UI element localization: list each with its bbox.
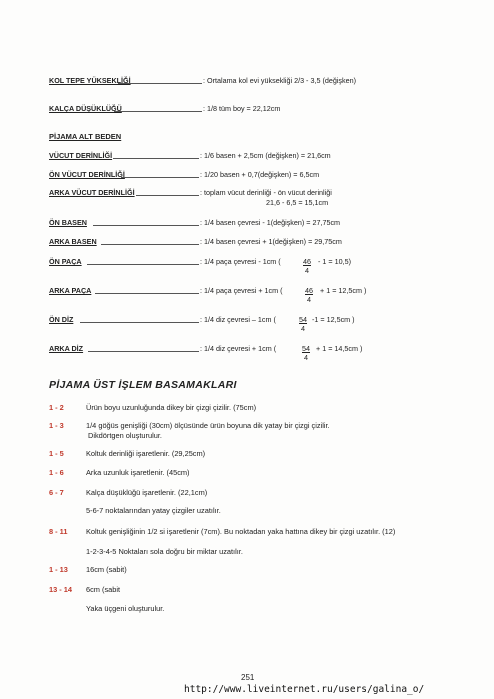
step-number: 1 - 6 [49,468,64,477]
fraction [299,344,313,362]
underline-rule [95,293,199,294]
measurement-label: ARKA PAÇA [49,286,92,295]
measurement-value-continued: 21,6 - 6,5 = 15,1cm [266,198,329,207]
step-text: 6cm (sabit [86,585,121,594]
measurement-value: : 1/6 basen + 2,5cm (değişken) = 21,6cm [200,151,331,160]
measurement-label: VÜCUT DERİNLİĞİ [49,151,113,160]
underline-rule [121,177,199,178]
fraction-denominator: 4 [305,266,309,275]
measurement-label: ARKA VÜCUT DERİNLİĞİ [49,188,135,197]
step-number: 1 - 5 [49,449,64,458]
step-text: 1/4 göğüs genişliği (30cm) ölçüsünde ürün boyuna dik yatay bir çizgi çizilir. [86,421,330,430]
step-number: 6 - 7 [49,488,64,497]
steps-title: PİJAMA ÜST İŞLEM BASAMAKLARI [49,379,237,391]
underline-rule [118,83,202,84]
fraction [300,257,314,275]
underline-rule [93,225,199,226]
fraction-numerator: 46 [303,257,311,266]
step-text: Arka uzunluk işaretlenir. (45cm) [86,468,190,477]
underline-rule [87,264,199,265]
measurement-value: : 1/20 basen + 0,7(değişken) = 6,5cm [200,170,320,179]
underline-rule [113,158,199,159]
step-number: 13 - 14 [49,585,73,594]
measurement-label: ARKA BASEN [49,237,97,246]
fraction-denominator: 4 [304,353,308,362]
step-text: Yaka üçgeni oluşturulur. [86,604,165,613]
step-text: 1-2-3-4-5 Noktaları sola doğru bir miktar uzatılır. [86,547,243,556]
measurement-label: ÖN VÜCUT DERİNLİĞİ [49,170,125,179]
watermark-url[interactable]: http://www.liveinternet.ru/users/galina_o/ [184,684,425,695]
step-text: Koltuk derinliği işaretlenir. (29,25cm) [86,449,206,458]
measurement-value: : 1/4 basen çevresi + 1(değişken) = 29,75cm [200,237,342,246]
step-text: Koltuk genişliğinin 1/2 si işaretlenir (7cm). Bu noktadan yaka hattına dikey bir çizgi uzatılır. (12) [86,527,396,536]
measurement-result: + 1 = 14,5cm ) [316,344,363,353]
step-text: Ürün boyu uzunluğunda dikey bir çizgi çizilir. (75cm) [86,403,257,412]
page-number: 251 [241,673,255,682]
fraction-denominator: 4 [301,324,305,333]
underline-rule [88,351,199,352]
fraction [302,286,316,304]
measurement-result: - 1 = 10,5) [318,257,351,266]
measurement-value: : toplam vücut derinliği - ön vücut derinliği [200,188,332,197]
fraction-numerator: 54 [299,315,307,324]
underline-rule [136,195,199,196]
measurement-value: : 1/8 tüm boy = 22,12cm [203,104,281,113]
underline-rule [114,111,202,112]
step-text: Kalça düşüklüğü işaretlenir. (22,1cm) [86,488,208,497]
step-text: Dikdörtgen oluşturulur. [88,431,162,440]
measurement-value: : 1/4 diz çevresi – 1cm ( [200,315,276,324]
measurement-value: : 1/4 paça çevresi - 1cm ( [200,257,281,266]
measurement-value: : 1/4 paça çevresi + 1cm ( [200,286,283,295]
measurement-label: KOL TEPE YÜKSEKLİĞİ [49,76,131,85]
underline-rule [80,322,199,323]
step-number: 8 - 11 [49,527,68,536]
step-number: 1 - 3 [49,421,64,430]
measurement-label: ÖN DİZ [49,315,74,324]
step-text: 5-6-7 noktalarından yatay çizgiler uzatılır. [86,506,221,515]
fraction-numerator: 46 [305,286,313,295]
measurement-value: : 1/4 diz çevresi + 1cm ( [200,344,277,353]
measurement-result: + 1 = 12,5cm ) [320,286,367,295]
measurement-label: KALÇA DÜŞÜKLÜĞÜ [49,104,122,113]
fraction-denominator: 4 [307,295,311,304]
step-number: 1 - 2 [49,403,64,412]
measurement-label: ARKA DİZ [49,344,84,353]
measurement-value: : Ortalama kol evi yüksekliği 2/3 - 3,5 (değişken) [203,76,356,85]
fraction [296,315,310,333]
step-number: 1 - 13 [49,565,68,574]
section-title: PİJAMA ALT BEDEN [49,132,122,141]
underline-rule [101,244,199,245]
measurement-result: -1 = 12,5cm ) [312,315,355,324]
step-text: 16cm (sabit) [86,565,127,574]
measurement-label: ÖN PAÇA [49,257,82,266]
measurement-value: : 1/4 basen çevresi - 1(değişken) = 27,75cm [200,218,341,227]
fraction-numerator: 54 [302,344,310,353]
measurement-label: ÖN BASEN [49,218,87,227]
